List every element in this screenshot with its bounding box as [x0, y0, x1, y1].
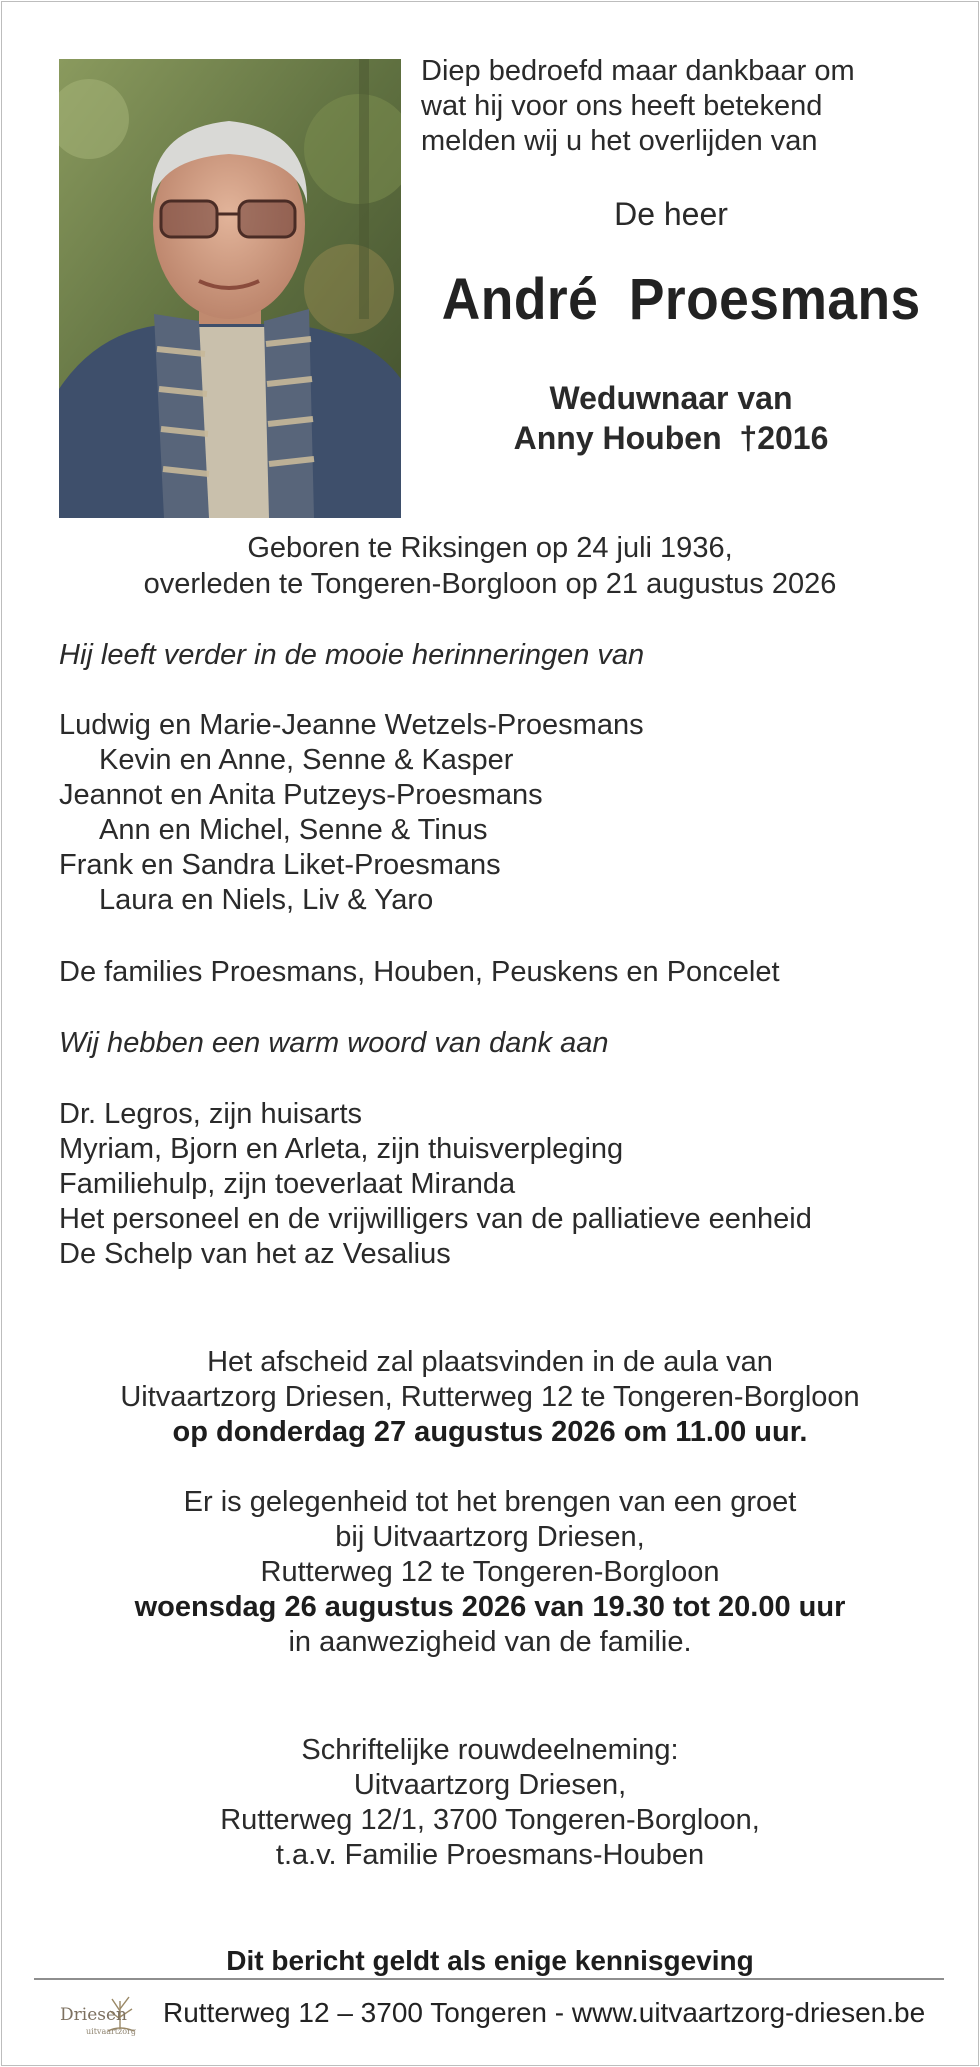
condolence-line: Uitvaartzorg Driesen,: [353, 1769, 627, 1801]
thanks-item: Myriam, Bjorn en Arleta, zijn thuisverpleging: [59, 1133, 624, 1165]
salutation: De heer: [614, 196, 728, 232]
family-member: Laura en Niels, Liv & Yaro: [99, 884, 434, 916]
memories-heading: Hij leeft verder in de mooie herinneringen van: [59, 639, 645, 671]
visitation-line: in aanwezigheid van de familie.: [288, 1626, 692, 1658]
family-member: Jeannot en Anita Putzeys-Proesmans: [59, 779, 543, 811]
intro-line: melden wij u het overlijden van: [421, 125, 818, 157]
condolence-address: [0, 1733, 980, 1873]
birth-death-text: [0, 530, 980, 602]
deceased-name: André Proesmans: [441, 267, 921, 332]
portrait-illustration: [59, 59, 401, 518]
family-member: Frank en Sandra Liket-Proesmans: [59, 849, 501, 881]
farewell-line: Het afscheid zal plaatsvinden in de aula van: [207, 1346, 773, 1378]
widow-line: Anny Houben †2016: [513, 420, 829, 456]
families-line: De families Proesmans, Houben, Peuskens en Poncelet: [59, 956, 780, 988]
intro-line: wat hij voor ons heeft betekend: [421, 90, 823, 122]
farewell-line: Uitvaartzorg Driesen, Rutterweg 12 te Tongeren-Borgloon: [120, 1381, 860, 1413]
death-line: overleden te Tongeren-Borgloon op 21 augustus 2026: [143, 568, 837, 600]
visitation-info: [0, 1485, 980, 1660]
thanks-item: De Schelp van het az Vesalius: [59, 1238, 451, 1270]
family-member: Kevin en Anne, Senne & Kasper: [99, 744, 514, 776]
driesen-logo: [58, 1987, 142, 2041]
widow-line: Weduwnaar van: [549, 380, 793, 416]
family-member: Ann en Michel, Senne & Tinus: [99, 814, 488, 846]
widow-text: [421, 378, 921, 458]
birth-line: Geboren te Riksingen op 24 juli 1936,: [247, 532, 733, 564]
visitation-line: Rutterweg 12 te Tongeren-Borgloon: [260, 1556, 720, 1588]
logo-wordmark: Driesen: [60, 2005, 127, 2025]
condolence-line: Schriftelijke rouwdeelneming:: [301, 1734, 679, 1766]
logo-subtext: uitvaartzorg: [86, 2027, 136, 2036]
thanks-item: Het personeel en de vrijwilligers van de palliatieve eenheid: [59, 1203, 812, 1235]
farewell-datetime: op donderdag 27 augustus 2026 om 11.00 uur.: [172, 1416, 808, 1448]
notice-text: Dit bericht geldt als enige kennisgeving: [226, 1945, 754, 1976]
thanks-item: Dr. Legros, zijn huisarts: [59, 1098, 363, 1130]
footer-divider: [34, 1978, 944, 1980]
condolence-line: Rutterweg 12/1, 3700 Tongeren-Borgloon,: [220, 1804, 760, 1836]
thanks-item: Familiehulp, zijn toeverlaat Miranda: [59, 1168, 516, 1200]
footer-address: Rutterweg 12 – 3700 Tongeren - www.uitvaartzorg-driesen.be: [163, 1997, 926, 2028]
visitation-datetime: woensdag 26 augustus 2026 van 19.30 tot 20.00 uur: [134, 1591, 846, 1623]
intro-line: Diep bedroefd maar dankbaar om: [421, 55, 855, 87]
condolence-line: t.a.v. Familie Proesmans-Houben: [275, 1839, 705, 1871]
intro-text: [421, 54, 941, 159]
farewell-info: [0, 1345, 980, 1450]
family-member: Ludwig en Marie-Jeanne Wetzels-Proesmans: [59, 709, 644, 741]
family-list: [59, 708, 959, 918]
visitation-line: bij Uitvaartzorg Driesen,: [335, 1521, 645, 1553]
thanks-heading: Wij hebben een warm woord van dank aan: [59, 1027, 609, 1059]
portrait-photo: [59, 59, 401, 518]
thanks-list: [59, 1097, 959, 1272]
visitation-line: Er is gelegenheid tot het brengen van een groet: [183, 1486, 797, 1518]
